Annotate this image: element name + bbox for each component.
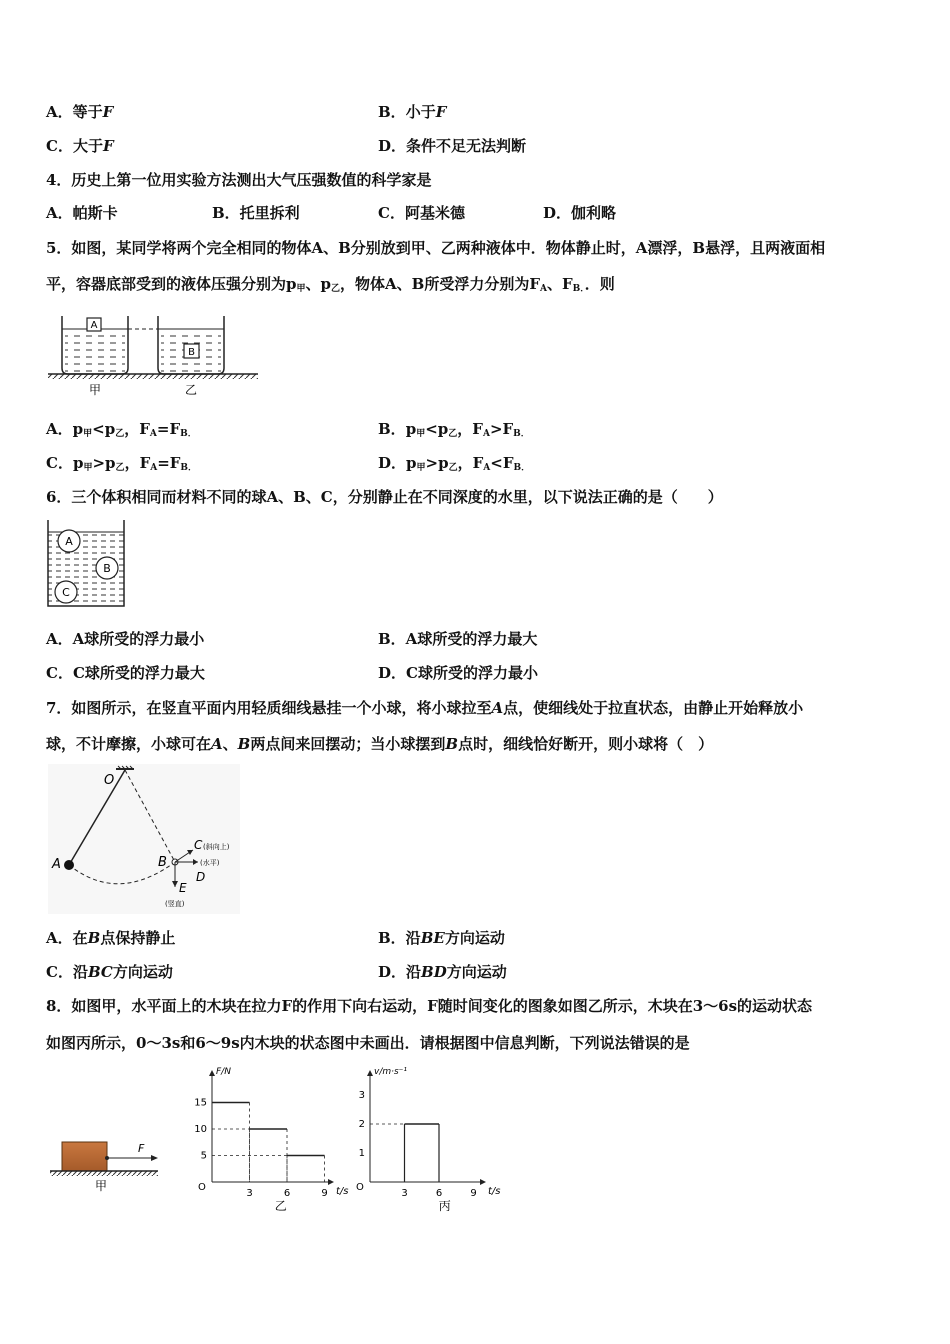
x-tick-label: 3 [246,1188,253,1199]
force-label: F [138,1142,145,1155]
origin-label: O [356,1182,364,1193]
point-b-label: B [158,855,167,870]
block-a-label: A [90,320,98,331]
x-axis-arrow [480,1179,486,1185]
y-tick-label: 5 [200,1150,207,1162]
block-b-label: B [188,347,195,358]
chart-caption: 乙 [274,1199,287,1213]
q7-pendulum-figure [48,764,240,914]
origin-label: O [198,1182,206,1193]
ball-b-label: B [103,562,111,575]
y-tick-label: 2 [358,1119,365,1130]
y-tick-label: 15 [194,1097,207,1109]
q7-stem-line1: 7．如图所示，在竖直平面内用轻质细线悬挂一个小球，将小球拉至A点，使细线处于拉直状态，由静止开始释放小 [46,699,804,717]
q5-stem-line1: 5．如图，某同学将两个完全相同的物体A、B分别放到甲、乙两种液体中．物体静止时，A漂浮，B悬浮，且两液面相 [46,239,826,257]
point-e-label: E [179,881,187,895]
point-c-label: C [194,838,203,852]
ball-c-label: C [62,586,70,599]
y-tick-label: 10 [194,1124,207,1135]
y-axis-label: v/m·s⁻¹ [374,1067,408,1077]
ball-a-label: A [65,535,73,548]
x-tick-label: 3 [401,1188,408,1199]
x-axis-label: t/s [488,1186,501,1197]
q3-option-d: D．条件不足无法判断 [378,137,527,155]
q4-option-c: C．阿基米德 [378,204,465,222]
x-axis-arrow [328,1179,334,1185]
q6-option-d: D．C球所受的浮力最小 [378,664,538,682]
y-axis-arrow [367,1070,373,1076]
q8-stem-line1: 8．如图甲，水平面上的木块在拉力F的作用下向右运动，F随时间变化的图象如图乙所示，木块在3～6s的运动状态 [46,997,813,1015]
chart-caption: 丙 [438,1199,451,1213]
point-o-label: O [104,773,115,788]
q5-option-b: B．$p_甲<p_乙$，$F_A>F_{B.}$ [378,420,530,439]
q5-beakers-figure [48,312,263,402]
q8-block-figure [48,1130,168,1195]
x-tick-label: 6 [435,1188,443,1199]
point-d-label: D [196,870,206,884]
q3-option-a: A．等于F [46,103,114,121]
point-d-note: (水平) [200,859,220,867]
q4-option-b: B．托里拆利 [212,204,300,222]
y-tick-label: 3 [358,1090,365,1101]
y-axis-arrow [209,1070,215,1076]
x-tick-label: 9 [321,1188,328,1199]
q5-stem-line2: 平，容器底部受到的液体压强分别为$p_甲$、$p_乙$，物体A、B所受浮力分别为$F_A$、$F_{B.}$．则 [46,275,615,294]
q4-stem: 4．历史上第一位用实验方法测出大气压强数值的科学家是 [46,171,432,189]
q5-option-c: C．$p_甲>p_乙$，$F_A=F_{B.}$ [46,454,198,473]
q6-stem: 6．三个体积相同而材料不同的球A、B、C，分别静止在不同深度的水里，以下说法正确的是（ ） [46,488,723,506]
label-yi: 乙 [184,383,198,397]
q7-option-a: A．在B点保持静止 [46,929,176,947]
point-e-note: (竖直) [165,900,185,908]
q8-stem-line2: 如图丙所示，0～3s和6～9s内木块的状态图中未画出．请根据图中信息判断，下列说法错误的是 [46,1034,690,1052]
q7-option-d: D．沿BD方向运动 [378,963,507,981]
label-jia: 甲 [88,383,102,397]
x-tick-label: 6 [283,1188,291,1199]
q4-option-d: D．伽利略 [543,204,617,222]
x-tick-label: 9 [470,1188,477,1199]
point-c-note: (斜向上) [203,843,230,851]
y-axis-label: F/N [216,1067,231,1077]
q6-option-c: C．C球所受的浮力最大 [46,664,205,682]
ball-at-a [64,860,74,870]
q3-option-b: B．小于F [378,103,447,121]
wood-block [62,1142,107,1171]
liquid-jia [65,329,125,373]
q5-option-d: D．$p_甲>p_乙$，$F_A<F_{B.}$ [378,454,531,473]
q7-option-b: B．沿BE方向运动 [378,929,505,947]
q5-option-a: A．$p_甲<p_乙$，$F_A=F_{B.}$ [46,420,197,439]
y-tick-label: 1 [358,1148,365,1159]
point-a-label: A [52,857,61,872]
q7-option-c: C．沿BC方向运动 [46,963,173,981]
x-axis-label: t/s [336,1186,349,1197]
caption-jia: 甲 [94,1179,108,1193]
force-time-chart [190,1067,350,1213]
q6-balls-figure [46,520,128,610]
q3-option-c: C．大于F [46,137,114,155]
q6-option-a: A．A球所受的浮力最小 [46,630,205,648]
q7-stem-line2: 球，不计摩擦，小球可在A、B两点间来回摆动；当小球摆到B点时，细线恰好断开，则小球将（ ） [46,735,714,753]
q6-option-b: B．A球所受的浮力最大 [378,630,538,648]
q4-option-a: A．帕斯卡 [46,204,118,222]
velocity-time-chart [348,1067,508,1213]
